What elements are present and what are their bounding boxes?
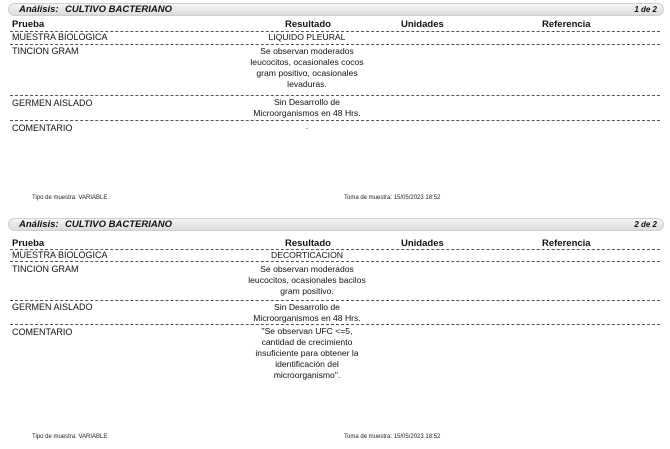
column-header-units: Unidades xyxy=(401,19,444,30)
test-name: COMENTARIO xyxy=(12,327,73,337)
test-result: Se observan moderados leucocitos, ocasionales cocos gram positivo, ocasionales levaduras. xyxy=(250,46,364,89)
sample-type: Tipo de muestra: VARIABLE xyxy=(32,434,108,440)
row-divider xyxy=(10,95,660,96)
analysis-name: CULTIVO BACTERIANO xyxy=(65,219,172,230)
test-result: LIQUIDO PLEURAL xyxy=(268,32,346,42)
test-name: COMENTARIO xyxy=(12,123,73,133)
test-result: DECORTICACION xyxy=(271,250,343,260)
sample-date: Toma de muestra: 15/05/2023 18:52 xyxy=(344,195,441,201)
column-header-test: Prueba xyxy=(12,19,45,30)
row-divider xyxy=(10,44,660,45)
column-header-result: Resultado xyxy=(285,19,331,30)
test-result: Sin Desarrollo de Microorganismos en 48 Hrs. xyxy=(253,302,361,323)
column-header-reference: Referencia xyxy=(542,238,591,249)
test-name: MUESTRA BIOLOGICA xyxy=(12,32,108,42)
sample-type: Tipo de muestra: VARIABLE xyxy=(32,195,108,201)
test-name: GERMEN AISLADO xyxy=(12,302,93,312)
test-name: MUESTRA BIOLOGICA xyxy=(12,250,108,260)
column-header-reference: Referencia xyxy=(542,19,591,30)
row-divider xyxy=(10,261,660,262)
test-result: Sin Desarrollo de Microorganismos en 48 Hrs. xyxy=(253,97,361,118)
analysis-title-bar xyxy=(8,3,664,16)
row-divider xyxy=(10,324,660,325)
analysis-name: CULTIVO BACTERIANO xyxy=(65,4,172,15)
analysis-label: Análisis: xyxy=(19,4,59,15)
sample-date: Toma de muestra: 15/05/2023 18:52 xyxy=(344,434,441,440)
column-header-result: Resultado xyxy=(285,238,331,249)
test-result: "Se observan UFC <=5, cantidad de crecimiento insuficiente para obtener la identificación del microorganismo". xyxy=(255,326,359,380)
test-result: . xyxy=(305,121,309,131)
page-number: 2 de 2 xyxy=(634,220,657,229)
analysis-label: Análisis: xyxy=(19,219,59,230)
test-name: TINCION GRAM xyxy=(12,264,79,274)
test-name: GERMEN AISLADO xyxy=(12,98,93,108)
test-result: Se observan moderados leucocitos, ocasionales bacilos gram positivo. xyxy=(248,264,366,296)
page-number: 1 de 2 xyxy=(634,5,657,14)
row-divider xyxy=(10,300,660,301)
column-header-test: Prueba xyxy=(12,238,45,249)
column-header-units: Unidades xyxy=(401,238,444,249)
analysis-title-bar xyxy=(8,218,664,231)
test-name: TINCION GRAM xyxy=(12,46,79,56)
